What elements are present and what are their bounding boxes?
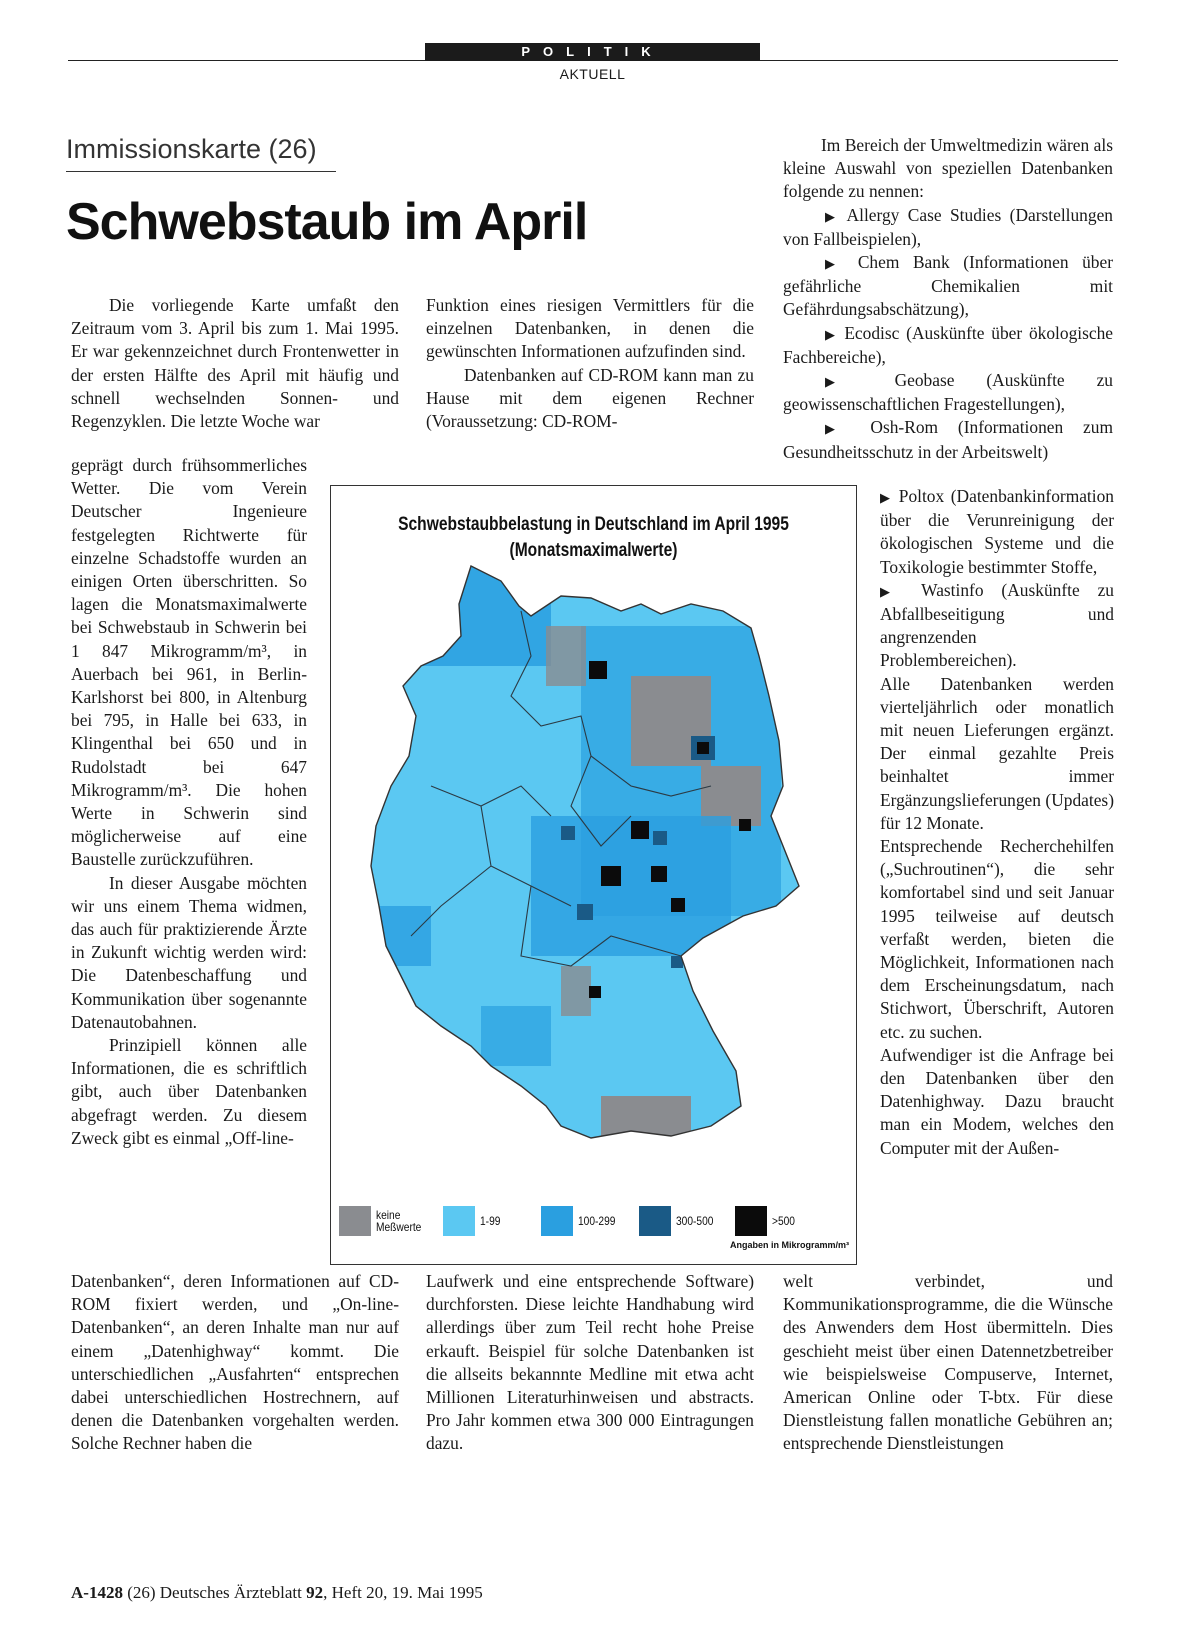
column-2-bottom [426,1270,754,1456]
citation: (26) Deutsches Ärzteblatt [127,1583,302,1602]
list-item: ▶ Wastinfo (Auskünfte zu Abfallbeseitigung und angrenzenden Problembereichen). [880,579,1114,671]
paragraph: Prinzipiell können alle Informationen, die es schriftlich gibt, auch über Datenbanken abgefragt werden. Zu diesem Zweck gibt es einmal „Off-line- [71,1035,307,1148]
issue: , Heft 20, 19. Mai 1995 [323,1583,483,1602]
triangle-bullet-icon: ▶ [825,374,863,390]
paragraph: Im Bereich der Umweltmedizin wären als kleine Auswahl von speziellen Datenbanken folgende zu nennen: [783,135,1113,202]
triangle-bullet-icon: ▶ [825,326,838,342]
volume: 92 [306,1583,324,1602]
article-kicker: Immissionskarte (26) [66,134,336,172]
triangle-bullet-icon: ▶ [880,583,904,599]
paragraph: Funktion eines riesigen Vermittlers für die einzelnen Datenbanken, in denen die gewünschten Informationen aufzufinden sind. [426,295,754,362]
paragraph: welt verbindet, und Kommunikationsprogramme, die die Wünsche des Anwenders dem Host übermitteln. Dies geschieht meist über einen Datennetzbetreiber wie beispielsweise Compuserve, Internet, American Online oder T-btx. Für diese Dienstleistung fallen monatliche Gebühren an; entsprechende Dienstleistungen [783,1271,1113,1454]
triangle-bullet-icon: ▶ [880,490,893,505]
section-label: POLITIK [425,43,760,61]
paragraph: Aufwendiger ist die Anfrage bei den Datenbanken über den Datenhighway. Dazu braucht man ein Modem, welches den Computer mit der Außen- [880,1044,1114,1158]
legend-swatch [541,1206,573,1236]
paragraph: geprägt durch frühsommerliches Wetter. Die vom Verein Deutscher Ingenieure festgelegten Richtwerte für einzelne Schadstoffe wurden an einigen Orten überschritten. So lagen die Monatsmaximalwerte bei Schwebstaub in Schwerin bei 1 847 Mikrogramm/m³, in Auerbach bei 961, in Berlin-Karlshorst bei 800, in Altenburg bei 795, in Halle bei 633, in Klingenthal bei 650 und in Rudolstadt bei 647 Mikrogramm/m³. Die hohen Werte in Schwerin sind möglicherweise auf eine Baustelle zurückzuführen. [71,455,307,870]
triangle-bullet-icon: ▶ [825,208,840,224]
list-item: ▶ Allergy Case Studies (Darstellungen von Fallbeispielen), [783,204,1113,249]
list-item: ▶ Poltox (Datenbankinformation über die Verunreinigung der ökologischen Systeme und die Toxikologie bestimmter Stoffe, [880,486,1114,577]
legend-swatch [443,1206,475,1236]
map-figure [330,485,857,1265]
column-3-top [783,134,1113,464]
triangle-bullet-icon: ▶ [825,256,845,272]
paragraph: Datenbanken“, deren Informationen auf CD-ROM fixiert werden, und „On-line-Datenbanken“, an deren Inhalte man nur auf einem „Datenhighway“ kommt. Die unterschiedlichen „Ausfahrten“ entsprechen dabei unterschiedlichen Hostrechnern, auf denen die Datenbanken vorgehalten werden. Solche Rechner haben die [71,1271,399,1454]
paragraph: Entsprechende Recherchehilfen („Suchroutinen“), die sehr komfortabel sind und seit Januar 1995 teilweise auf deutsch verfaßt werden, bieten die Möglichkeit, Informationen nach dem Erscheinungsdatum, nach Stichwort, Überschrift, Autoren etc. zu suchen. [880,836,1114,1042]
legend-100-299: 100-299 [541,1206,622,1236]
legend-swatch [339,1206,371,1236]
list-item: ▶ Geobase (Auskünfte zu geowissenschaftlichen Fragestellungen), [783,370,1113,415]
paragraph: In dieser Ausgabe möchten wir uns einem Thema widmen, das auch für praktizierende Ärzte in Zukunft wichtig werden wird: Die Datenbeschaffung und Kommunikation über sogenannte Datenautobahnen. [71,872,307,1032]
paragraph: Die vorliegende Karte umfaßt den Zeitraum vom 3. April bis zum 1. Mai 1995. Er war gekennzeichnet durch Frontenwetter in der ersten Hälfte des April mit häufig und schnell wechselnden Sonnen- und Regenzyklen. Die letzte Woche war [71,295,399,432]
legend-no-data: keine Meßwerte [339,1206,429,1236]
column-2-top [426,294,754,433]
legend-300-500: 300-500 [639,1206,720,1236]
triangle-bullet-icon: ▶ [825,421,851,437]
column-1-bottom [71,1270,399,1456]
page-number: A-1428 [71,1583,123,1602]
map-cells [361,556,801,1156]
subsection-label: AKTUELL [559,66,626,82]
list-item: ▶ Osh-Rom (Informationen zum Gesundheitsschutz in der Arbeitswelt) [783,417,1113,462]
germany-pollution-map [331,486,856,1264]
list-item: ▶ Ecodisc (Auskünfte über ökologische Fachbereiche), [783,322,1114,367]
legend-swatch [735,1206,767,1236]
page-footer [71,1583,483,1603]
paragraph: Datenbanken auf CD-ROM kann man zu Hause mit dem eigenen Rechner (Voraussetzung: CD-ROM- [426,364,754,432]
figure-title: Schwebstaubbelastung in Deutschland im April 1995 (Monatsmaximalwerte) [398,514,789,561]
paragraph: Alle Datenbanken werden vierteljährlich oder monatlich mit neuen Lieferungen ergänzt. Der einmal gezahlte Preis beinhaltet immer Ergänzungslieferungen (Updates) für 12 Monate. [880,673,1114,833]
column-1-top [71,294,399,433]
column-3-bottom [783,1270,1113,1456]
article-title: Schwebstaub im April [66,193,588,251]
units-note: Angaben in Mikrogramm/m³ [729,1240,849,1250]
column-3-middle [880,485,1114,1160]
legend-over-500: >500 [735,1206,799,1236]
legend-1-99: 1-99 [443,1206,504,1236]
list-item: ▶ Chem Bank (Informationen über gefährliche Chemikalien mit Gefährdungsabschätzung), [783,252,1113,320]
paragraph: Laufwerk und eine entsprechende Software) durchforsten. Diese leichte Handhabung wird allerdings über zum Teil recht hohe Preise erkauft. Beispiel für solche Datenbanken ist die allseits bekannnte Medline mit etwa acht Millionen Literaturhinweisen und abstracts. Pro Jahr kommen etwa 300 000 Eintragungen dazu. [426,1271,754,1454]
column-1-middle [71,454,307,1150]
legend-swatch [639,1206,671,1236]
